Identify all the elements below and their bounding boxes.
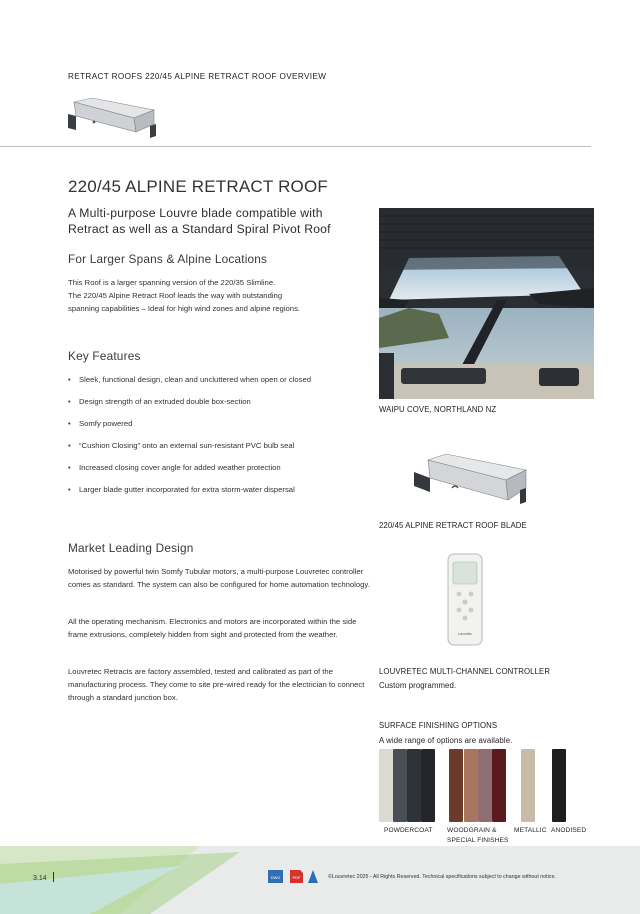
bullet-icon: • xyxy=(68,418,71,428)
swatch-powdercoat-grey xyxy=(393,749,407,822)
swatch-powdercoat-charcoal xyxy=(407,749,421,822)
header-divider xyxy=(0,146,591,147)
spans-paragraph-line-1: This Roof is a larger spanning version of the 220/35 Slimline. xyxy=(68,278,276,287)
market-paragraph-2: All the operating mechanism. Electronics and motors are incorporated within the side frame extrusions, completely hidden from sight and protected from the weather. xyxy=(68,617,357,640)
feature-text: Increased closing cover angle for added weather protection xyxy=(79,462,281,472)
market-paragraph-3: Louvretec Retracts are factory assembled, tested and calibrated as part of the manufacturing process. They come to site pre-wired ready for the electrician to connect through a standard junction box. xyxy=(68,667,365,703)
subtitle xyxy=(68,206,373,237)
feature-item xyxy=(68,418,373,430)
key-features-heading: Key Features xyxy=(68,349,141,363)
swatch-label-powdercoat: POWDERCOAT xyxy=(384,827,433,834)
photo-caption: WAIPU COVE, NORTHLAND NZ xyxy=(379,405,497,414)
spans-paragraph-line-3: spanning capabilities – Ideal for high wind zones and alpine regions. xyxy=(68,304,301,314)
feature-text: “Cushion Closing” onto an external sun-resistant PVC bulb seal xyxy=(79,440,295,450)
spans-paragraph-line-2: The 220/45 Alpine Retract Roof leads the way with outstanding xyxy=(68,291,283,301)
finishing-heading: SURFACE FINISHING OPTIONS xyxy=(379,721,498,730)
finishing-subheading: A wide range of options are available. xyxy=(379,736,513,745)
swatch-label-woodgrain-line-2: SPECIAL FINISHES xyxy=(447,836,509,844)
page-title: 220/45 ALPINE RETRACT ROOF xyxy=(68,177,328,196)
swatch-label-woodgrain-line-1: WOODGRAIN & xyxy=(447,827,497,834)
louvre-blade-thumbnail xyxy=(64,94,158,140)
subtitle-line-1: A Multi-purpose Louvre blade compatible with xyxy=(68,206,323,220)
swatch-special-burgundy xyxy=(492,749,506,822)
bullet-icon: • xyxy=(68,375,71,384)
feature-text: Larger blade gutter incorporated for extra storm-water dispersal xyxy=(79,484,295,494)
dwg-icon-label: DWG xyxy=(270,875,281,880)
spans-heading: For Larger Spans & Alpine Locations xyxy=(68,252,268,266)
bullet-icon: • xyxy=(68,484,71,494)
spans-paragraph xyxy=(68,276,373,316)
feature-item xyxy=(68,396,373,408)
swatch-woodgrain-light xyxy=(464,749,478,822)
market-paragraph-1: Motorised by powerful twin Somfy Tubular motors, a multi-purpose Louvretec controller comes as standard. The system can also be configured for home automation technology. xyxy=(68,567,370,590)
breadcrumb: RETRACT ROOFS 220/45 ALPINE RETRACT ROOF OVERVIEW xyxy=(68,72,327,81)
blade-caption: 220/45 ALPINE RETRACT ROOF BLADE xyxy=(379,521,527,530)
pdf-icon-label: PDF xyxy=(292,875,301,880)
feature-item xyxy=(68,462,373,474)
bullet-icon: • xyxy=(68,462,71,472)
swatch-label-metallic: METALLIC xyxy=(514,827,547,834)
feature-item xyxy=(68,440,373,452)
swatch-anodised xyxy=(552,749,566,822)
swatch-label-anodised: ANODISED xyxy=(551,827,587,834)
bim-icon[interactable] xyxy=(308,870,318,883)
waipu-cove-photo xyxy=(379,208,594,399)
feature-item xyxy=(68,374,373,386)
market-heading: Market Leading Design xyxy=(68,541,194,555)
feature-text: Design strength of an extruded double box-section xyxy=(79,396,251,406)
key-features-list xyxy=(68,374,373,495)
alpine-blade-image xyxy=(408,448,528,508)
swatch-powdercoat-light xyxy=(379,749,393,822)
swatch-woodgrain-dark xyxy=(449,749,463,822)
swatch-powdercoat-black xyxy=(421,749,435,822)
feature-text: Somfy powered xyxy=(79,418,133,428)
feature-item xyxy=(68,484,373,496)
swatch-label-woodgrain xyxy=(447,826,508,845)
copyright-notice: ©Louvretec 2025 - All Rights Reserved. Technical specifications subject to change without notice. xyxy=(328,874,556,880)
subtitle-line-2: Retract as well as a Standard Spiral Pivot Roof xyxy=(68,221,331,236)
page-number: 3.14 xyxy=(33,875,47,882)
bullet-icon: • xyxy=(68,396,71,406)
swatch-metallic xyxy=(521,749,535,822)
bullet-icon: • xyxy=(68,440,71,450)
download-icons[interactable] xyxy=(268,868,326,886)
swatch-special-mauve xyxy=(478,749,492,822)
controller-subcaption: Custom programmed. xyxy=(379,681,457,690)
page-number-divider xyxy=(53,872,54,882)
controller-caption: LOUVRETEC MULTI-CHANNEL CONTROLLER xyxy=(379,667,551,676)
remote-brand: Louvretec xyxy=(458,632,472,636)
feature-text: Sleek, functional design, clean and uncluttered when open or closed xyxy=(79,375,312,384)
